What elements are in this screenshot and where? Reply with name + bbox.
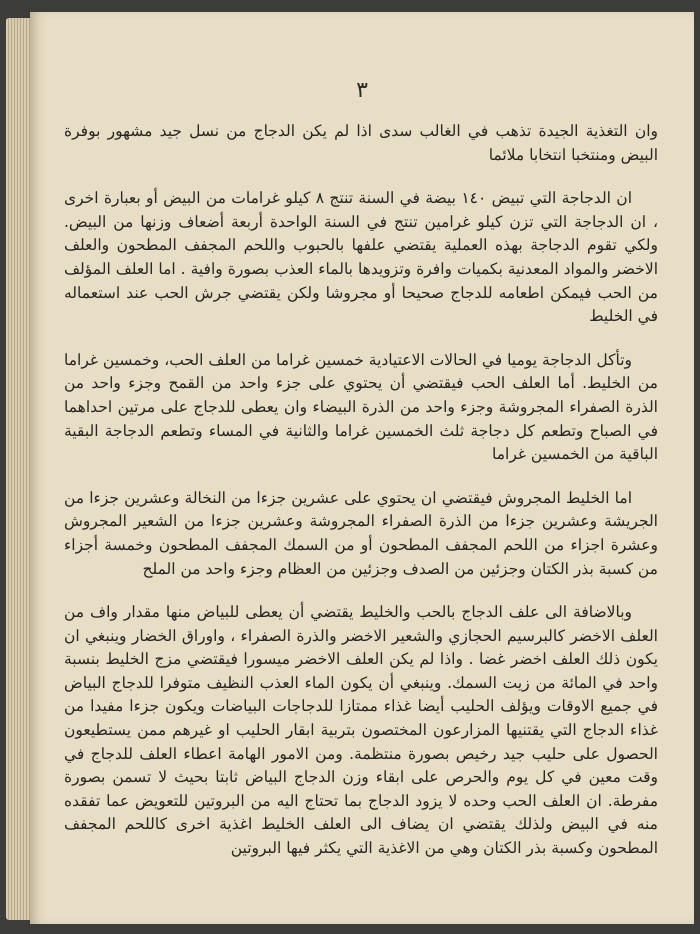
- paragraph-4: اما الخليط المجروش فيقتضي ان يحتوي على عشرين جزءا من النخالة وعشرين جزءا من الجريشة وعشرين جزءا من الذرة الصفراء المجروشة وعشرين جزءا من الشعير المجروش وعشرة اجزاء من اللحم المجفف المطحون أو من السمك المجفف المطحون وخمسة أجزاء من كسبة بذر الكتان وجزئين من الصدف وجزئين من العظام وجزء واحد من الملح: [64, 488, 658, 578]
- body-text: [64, 120, 658, 881]
- paragraph-3: وتأكل الدجاجة يوميا في الحالات الاعتيادية خمسين غراما من العلف الحب، وخمسين غراما من الخليط. أما العلف الحب فيقتضي أن يحتوي على جزء واحد من القمح وجزء واحد من الذرة الصفراء المجروشة وجزء واحد من الذرة البيضاء وان يعطى للدجاج على مرتين احداهما في الصباح وتطعم كل دجاجة ثلث الخمسين غراما والثانية في المساء وتطعم الدجاجة البقية الباقية من الخمسين غراما: [64, 350, 658, 464]
- book-page-edges: [6, 18, 32, 920]
- paragraph-1: وان التغذية الجيدة تذهب في الغالب سدى اذا لم يكن الدجاج من نسل جيد مشهور بوفرة البيض ومنتخبا انتخابا ملائما: [64, 122, 658, 164]
- paragraph-5: وبالاضافة الى علف الدجاج بالحب والخليط يقتضي أن يعطى للبياض منها مقدار واف من العلف الاخضر كالبرسيم الحجازي والشعير الاخضر والذرة الصفراء ، واوراق الخضار وينبغي ان يكون ذلك العلف اخضر غضا . واذا لم يكن العلف الاخضر ميسورا فيقتضي مزج الخليط بنسبة واحد في المائة من زيت السمك. وينبغي أن يكون الماء العذب النظيف متوفرا للدجاج البياض في جميع الاوقات ويؤلف الحليب أيضا غذاء ممتازا للدجاجات البياضات ويكون جزءا مفيدا من غذاء الدجاج التي يقتنيها المزارعون المختصون بتربية ابقار الحليب او غيرهم ممن يستطيعون الحصول على حليب جيد رخيص بصورة منتظمة. ومن الامور الهامة اعطاء العلف للدجاج في وقت معين في كل يوم والحرص على ابقاء وزن الدجاج البياض ثابتا بحيث لا تسمن بصورة مفرطة. ان العلف الحب وحده لا يزود الدجاج بما تحتاج اليه من البروتين للتعويض عما تفقده منه في البيض ولذلك يقتضي ان يضاف الى العلف الخليط اغذية اخرى كاللحم المجفف المطحون وكسبة بذر الكتان وهي من الاغذية التي يكثر فيها البروتين: [64, 603, 658, 858]
- page-number: ٣: [356, 78, 368, 103]
- paragraph-2: ان الدجاجة التي تبيض ١٤٠ بيضة في السنة تنتج ٨ كيلو غرامات من البيض أو بعبارة اخرى ، ان الدجاجة التي تزن كيلو غرامين تنتج في السنة الواحدة أربعة أضعاف وزنها من البيض. ولكي تقوم الدجاجة بهذه العملية يقتضي علفها بالحبوب واللحم المجفف المطحون والعلف الاخضر والمواد المعدنية بكميات وافرة وتزويدها بالماء العذب بصورة وافية . اما العلف المؤلف من الحب فيمكن اطعامه للدجاج صحيحا أو مجروشا ولكن يقتضي جرش الحب عند استعماله في الخليط: [64, 189, 658, 326]
- document-page: [30, 12, 694, 924]
